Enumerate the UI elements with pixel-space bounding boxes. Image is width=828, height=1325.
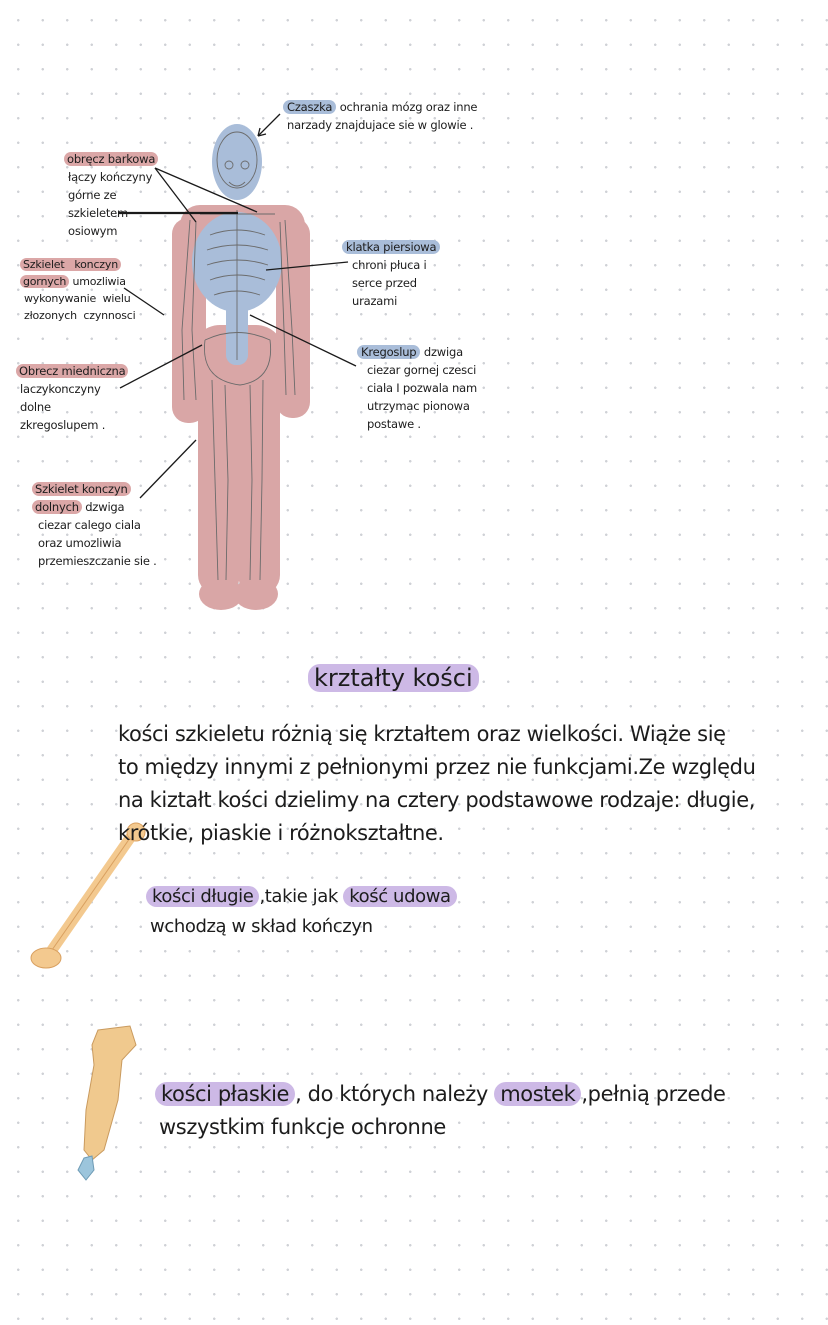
annotation-skull <box>283 98 477 134</box>
lower-limbs-highlight-2: dolnych <box>32 500 82 514</box>
pelvic-girdle-line2: laczykonczyny <box>20 382 101 396</box>
section-heading <box>308 660 479 696</box>
lower-limbs-text: dzwiga <box>81 500 125 514</box>
spine-line5: postawe . <box>367 417 421 431</box>
long-bones-paragraph <box>146 882 457 942</box>
annotation-upper-limbs <box>20 256 135 324</box>
annotation-pelvic-girdle <box>16 362 128 434</box>
long-bones-line-2: wchodzą w skład kończyn <box>150 916 373 937</box>
spine-highlight: Kregoslup <box>357 345 420 359</box>
upper-limbs-highlight-1: Szkielet konczyn <box>20 258 121 271</box>
rib-cage-highlight: klatka piersiowa <box>342 240 440 254</box>
annotation-lower-limbs <box>32 480 157 570</box>
shoulder-girdle-highlight: obręcz barkowa <box>64 152 158 166</box>
skeleton-body <box>172 124 310 610</box>
pelvic-girdle-line3: dolne <box>20 400 51 414</box>
shoulder-girdle-line5: osiowym <box>68 224 118 238</box>
flat-bones-highlight: kości płaskie <box>155 1082 295 1106</box>
spine-line4: utrzymac pionowa <box>367 399 470 413</box>
spine-line2: ciezar gornej czesci <box>367 363 477 377</box>
skull-text-line2: narzady znajdujace sie w glowie . <box>287 118 474 132</box>
flat-bones-text: , do których należy <box>295 1082 495 1106</box>
lower-limbs-highlight-1: Szkielet konczyn <box>32 482 131 496</box>
section-heading-text: krztałty kości <box>308 664 479 692</box>
sternum-bone-illustration <box>78 1026 136 1180</box>
upper-limbs-line3: wykonywanie wielu <box>24 292 131 305</box>
shoulder-girdle-line2: łączy kończyny <box>68 170 153 184</box>
lower-limbs-line4: oraz umozliwia <box>38 536 122 550</box>
intro-paragraph <box>118 718 798 850</box>
annotation-spine <box>357 343 477 433</box>
rib-cage-line2: chroni płuca i <box>352 258 427 272</box>
pelvic-girdle-line4: zkregoslupem . <box>20 418 106 432</box>
annotation-rib-cage <box>342 238 440 310</box>
rib-cage-line4: urazami <box>352 294 398 308</box>
flat-bones-line-2: wszystkim funkcje ochronne <box>159 1115 446 1139</box>
long-bones-text: ,takie jak <box>259 886 344 907</box>
intro-line-1: kości szkieletu różnią się krztałtem oraz wielkości. Wiąże się <box>118 722 726 746</box>
lower-limbs-line3: ciezar calego ciala <box>38 518 141 532</box>
pelvic-girdle-highlight: Obrecz miedniczna <box>16 364 128 378</box>
annotation-shoulder-girdle <box>64 150 158 240</box>
skull-highlight: Czaszka <box>283 100 336 114</box>
flat-bones-paragraph <box>155 1078 726 1144</box>
upper-limbs-highlight-2: gornych <box>20 275 69 288</box>
spine-line3: ciala I pozwala nam <box>367 381 477 395</box>
shoulder-girdle-line3: górne ze <box>68 188 117 202</box>
femur-highlight: kość udowa <box>343 886 456 907</box>
shoulder-girdle-line4: szkieletem <box>68 206 129 220</box>
rib-cage-line3: serce przed <box>352 276 417 290</box>
spine-text: dzwiga <box>420 345 463 359</box>
flat-bones-text-2: ,pełnią przede <box>581 1082 726 1106</box>
lower-limbs-line5: przemieszczanie sie . <box>38 554 157 568</box>
upper-limbs-text: umozliwia <box>69 275 126 288</box>
long-bones-highlight: kości długie <box>146 886 259 907</box>
upper-limbs-line4: złozonych czynnosci <box>24 309 136 322</box>
skull-text: ochrania mózg oraz inne <box>336 100 478 114</box>
intro-line-4: krótkie, piaskie i różnokształtne. <box>118 821 444 845</box>
intro-line-3: na kiztałt kości dzielimy na cztery podstawowe rodzaje: długie, <box>118 788 756 812</box>
sternum-highlight: mostek <box>494 1082 581 1106</box>
intro-line-2: to między innymi z pełnionymi przez nie funkcjami.Ze względu <box>118 755 756 779</box>
